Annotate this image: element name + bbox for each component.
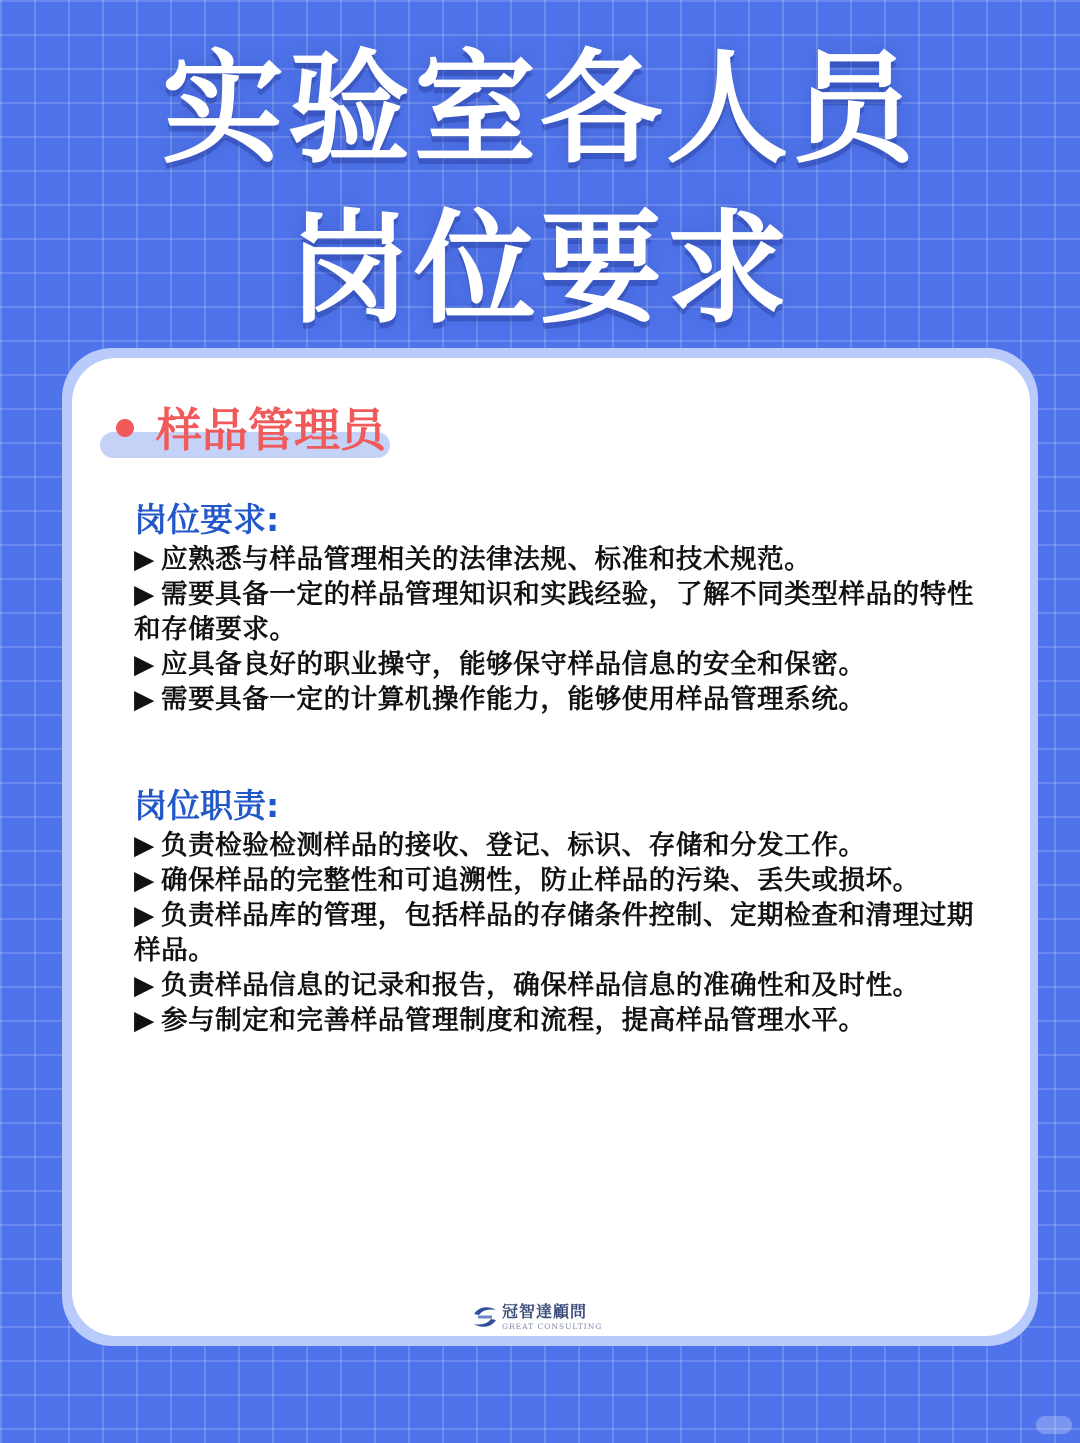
- duty-item: [134, 828, 984, 863]
- duty-text: 负责检验检测样品的接收、登记、标识、存储和分发工作。: [160, 830, 866, 861]
- page-title-line-2: 岗位要求: [288, 198, 792, 340]
- requirement-item: [134, 542, 984, 577]
- duty-text: 负责样品库的管理，包括样品的存储条件控制、定期检查和清理过期样品。: [134, 900, 974, 966]
- requirement-text: 需要具备一定的计算机操作能力，能够使用样品管理系统。: [160, 684, 866, 715]
- triangle-bullet-icon: ▶: [134, 900, 155, 931]
- watermark-badge: [1036, 1416, 1072, 1434]
- triangle-bullet-icon: ▶: [134, 1005, 155, 1036]
- duty-item: [134, 898, 984, 968]
- company-logo: [470, 1300, 620, 1336]
- duty-item: [134, 863, 984, 898]
- duty-text: 参与制定和完善样品管理制度和流程，提高样品管理水平。: [160, 1005, 866, 1036]
- requirement-item: [134, 682, 984, 717]
- triangle-bullet-icon: ▶: [134, 970, 155, 1001]
- requirement-item: [134, 577, 984, 647]
- triangle-bullet-icon: ▶: [134, 544, 155, 575]
- requirement-text: 应具备良好的职业操守，能够保守样品信息的安全和保密。: [160, 649, 866, 680]
- logo-name: 冠智達顧問: [502, 1302, 588, 1321]
- triangle-bullet-icon: ▶: [134, 865, 155, 896]
- section-bullet-dot-icon: [116, 419, 134, 437]
- duties-heading: 岗位职责:: [134, 786, 280, 825]
- triangle-bullet-icon: ▶: [134, 830, 155, 861]
- duty-item: [134, 968, 984, 1003]
- triangle-bullet-icon: ▶: [134, 579, 155, 610]
- duty-text: 负责样品信息的记录和报告，确保样品信息的准确性和及时性。: [160, 970, 920, 1001]
- logo-subtitle: GREAT CONSULTING: [502, 1322, 603, 1331]
- triangle-bullet-icon: ▶: [134, 649, 155, 680]
- requirement-item: [134, 647, 984, 682]
- logo-mark-icon: [470, 1302, 500, 1332]
- requirement-text: 应熟悉与样品管理相关的法律法规、标准和技术规范。: [160, 544, 812, 575]
- requirements-heading: 岗位要求:: [134, 500, 280, 539]
- requirement-text: 需要具备一定的样品管理知识和实践经验，了解不同类型样品的特性和存储要求。: [134, 579, 974, 645]
- triangle-bullet-icon: ▶: [134, 684, 155, 715]
- duty-item: [134, 1003, 984, 1038]
- duty-text: 确保样品的完整性和可追溯性，防止样品的污染、丢失或损坏。: [160, 865, 920, 896]
- section-title: 样品管理员: [156, 403, 386, 457]
- page-title-line-1: 实验室各人员: [162, 38, 918, 180]
- requirements-block: [134, 498, 984, 717]
- duties-block: [134, 784, 984, 1038]
